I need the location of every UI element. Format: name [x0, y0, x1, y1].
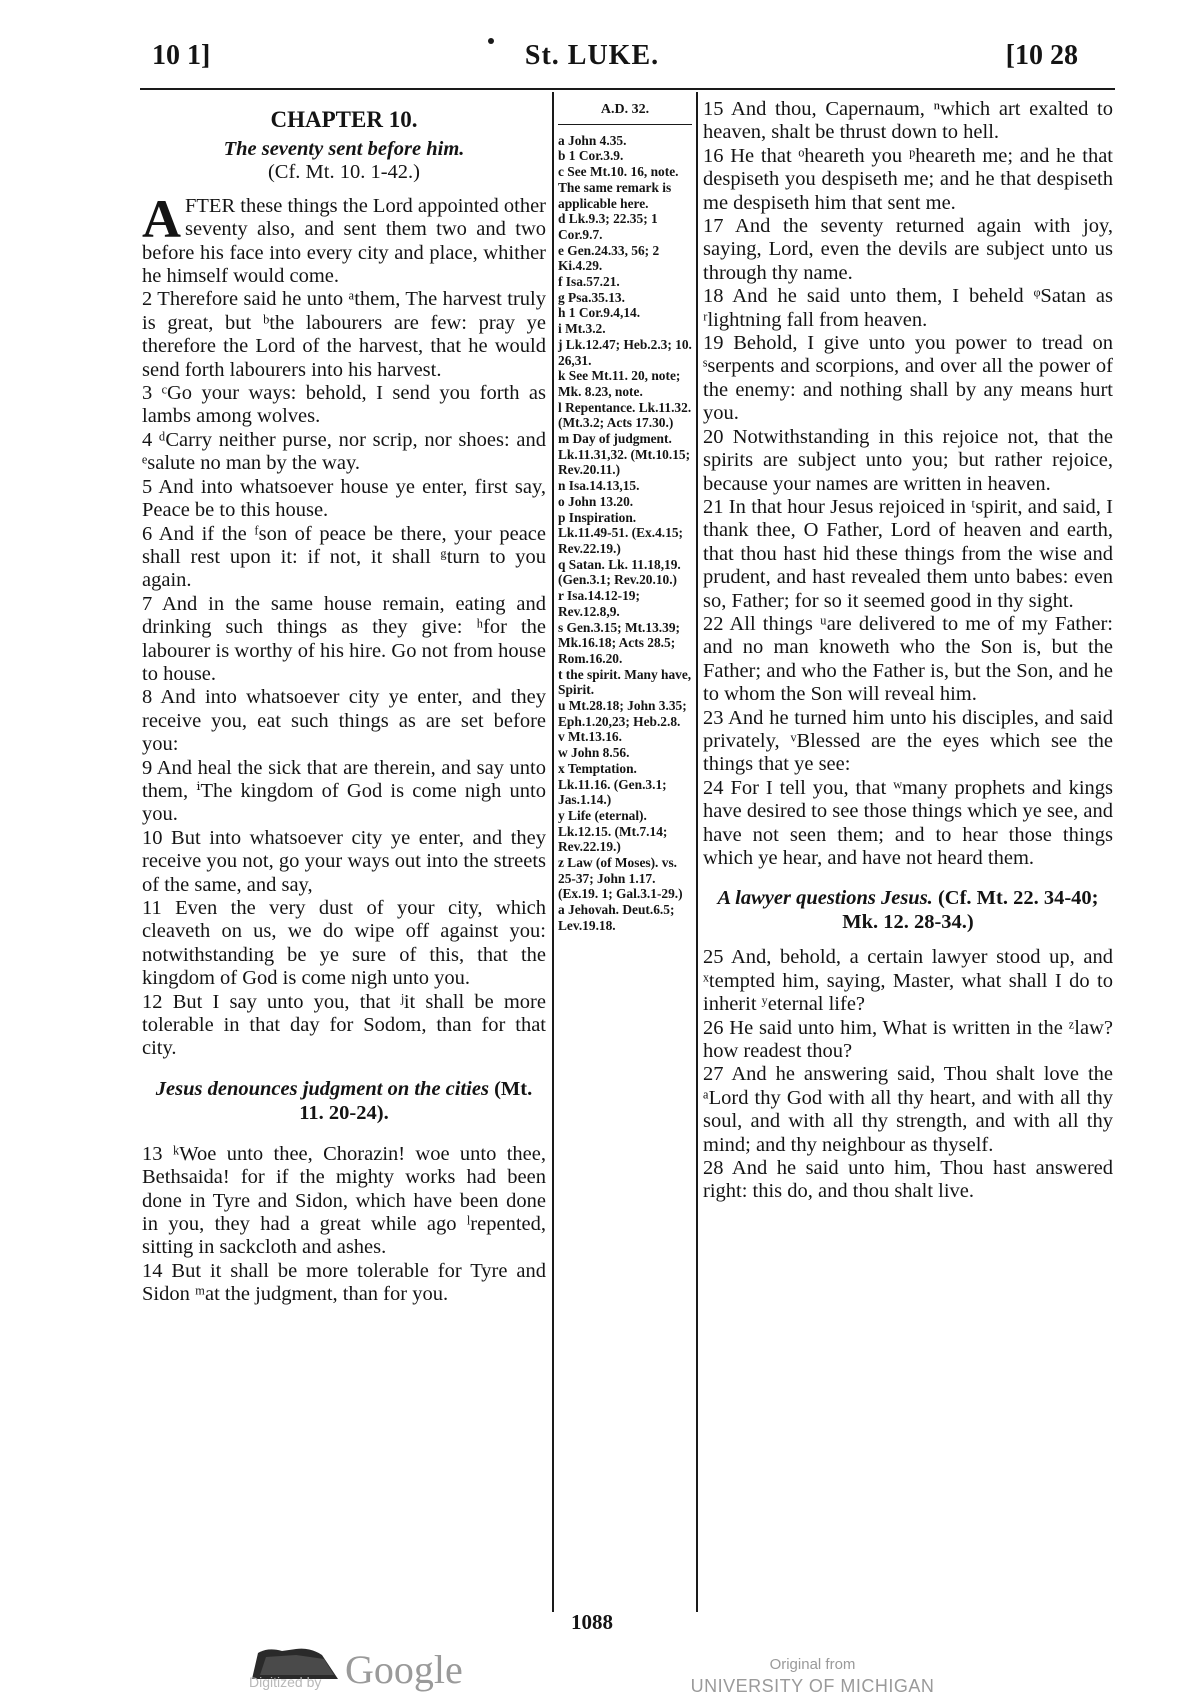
ref-i: i Mt.3.2.: [558, 321, 606, 337]
verse-27: 27 And he answering said, Thou shalt love the ᵃLord thy God with all thy heart, and with all thy soul, and with all thy strength, and with all thy mind; and thy neighbour as thyself.: [703, 1063, 1113, 1156]
column-divider-right: [696, 92, 698, 1612]
ref-s: s Gen.3.15; Mt.13.39; Mk.16.18; Acts 28.5; Rom.16.20.: [558, 619, 680, 666]
ref-y: y Life (eternal). Lk.12.15. (Mt.7.14; Rev.22.19.): [558, 807, 668, 855]
chapter-title: CHAPTER 10.: [270, 107, 418, 132]
ref-j: j Lk.12.47; Heb.2.3; 10. 26,31.: [558, 336, 692, 368]
verse-3: 3 ᶜGo your ways: behold, I send you forth as lambs among wolves.: [142, 382, 546, 428]
verse-12: 12 But I say unto you, that ʲit shall be more tolerable in that day for Sodom, than for that city.: [142, 990, 546, 1060]
section-ref-seventy: (Cf. Mt. 10. 1-42.): [267, 161, 421, 184]
ref-p: p Inspiration. Lk.11.49-51. (Ex.4.15; Rev.22.19.): [558, 509, 683, 556]
ref-x: x Temptation. Lk.11.16. (Gen.3.1; Jas.1.14.): [558, 760, 667, 808]
verse-22: 22 All things ᵘare delivered to me of my Father: and no man knoweth who the Son is, but the Father; and who the Father is, but the Son, and he to whom the Son will reveal him.: [703, 612, 1113, 706]
year-label: A.D. 32.: [558, 102, 692, 125]
header-left-ref: 10 1]: [152, 40, 211, 71]
ink-dot: [488, 38, 494, 44]
reference-column: [558, 98, 692, 934]
university-label: UNIVERSITY OF MICHIGAN: [690, 1676, 935, 1696]
verse-8: 8 And into whatsoever city ye enter, and they receive you, eat such things as are set before you:: [142, 686, 546, 756]
section-heading-lawyer: A lawyer questions Jesus. (Cf. Mt. 22. 34-40; Mk. 12. 28-34.): [717, 887, 1099, 934]
ref-r: r Isa.14.12-19; Rev.12.8,9.: [558, 588, 640, 619]
verse-16: 16 He that ᵒheareth you ᵖheareth me; and he that despiseth you despiseth me; and he that despiseth me despiseth him that sent me.: [703, 144, 1113, 214]
verse-1: AFTER these things the Lord appointed other seventy also, and sent them two and two before his face into every city and place, whither he himself would come.: [142, 188, 546, 288]
ref-n: n Isa.14.13,15.: [558, 478, 640, 494]
ref-w: w John 8.56.: [558, 745, 630, 761]
header-right-ref: [10 28: [1005, 40, 1078, 71]
verse-23: 23 And he turned him unto his disciples, and said privately, ᵛBlessed are the eyes which see the things that ye see:: [703, 706, 1113, 776]
verse-10: 10 But into whatsoever city ye enter, and they receive you not, go your ways out into the streets of the same, and say,: [142, 826, 546, 896]
verse-21: 21 In that hour Jesus rejoiced in ᵗspirit, and said, I thank thee, O Father, Lord of heaven and earth, that thou hast hid these things from the wise and prudent, and hast revealed them unto babes: even so, Father; for so it seemed good in thy sight.: [703, 495, 1113, 612]
verse-24: 24 For I tell you, that ʷmany prophets and kings have desired to see those things which ye see, and have not seen them; and to hear those things which ye hear, and have not heard them.: [703, 776, 1113, 869]
ref-t: t the spirit. Many have, Spirit.: [558, 666, 692, 698]
header-rule: [140, 88, 1115, 90]
verse-2: 2 Therefore said he unto ᵃthem, The harvest truly is great, but ᵇthe labourers are few: pray ye therefore the Lord of the harvest, that he would send forth labourers into his harvest.: [142, 288, 546, 381]
right-column: [703, 98, 1113, 1204]
ref-o: o John 13.20.: [558, 493, 634, 509]
column-divider-left: [552, 92, 554, 1612]
dropcap: A: [142, 188, 181, 249]
verse-25: 25 And, behold, a certain lawyer stood up, and ˣtempted him, saying, Master, what shall I do to inherit ʸeternal life?: [703, 946, 1113, 1016]
verse-20: 20 Notwithstanding in this rejoice not, that the spirits are subject unto you; but rather rejoice, because your names are written in heaven.: [703, 425, 1113, 495]
ref-z: z Law (of Moses). vs. 25-37; John 1.17. (Ex.19. 1; Gal.3.1-29.): [558, 855, 683, 902]
verse-28: 28 And he said unto him, Thou hast answered right: this do, and thou shalt live.: [703, 1157, 1113, 1203]
ref-l: l Repentance. Lk.11.32. (Mt.3.2; Acts 17.30.): [558, 399, 692, 431]
section-heading-seventy: The seventy sent before him.: [223, 138, 465, 161]
ref-k: k See Mt.11. 20, note; Mk. 8.23, note.: [558, 368, 681, 399]
header-book-title: St. LUKE.: [524, 40, 660, 71]
ref-a2: a Jehovah. Deut.6.5; Lev.19.18.: [558, 902, 675, 933]
verse-19: 19 Behold, I give unto you power to tread on ˢserpents and scorpions, and over all the power of the enemy: and nothing shall by any means hurt you.: [703, 332, 1113, 425]
verse-17: 17 And the seventy returned again with joy, saying, Lord, even the devils are subject unto us through thy name.: [703, 215, 1113, 284]
ref-a: a John 4.35.: [558, 132, 627, 148]
ref-v: v Mt.13.16.: [558, 729, 622, 745]
ref-e: e Gen.24.33, 56; 2 Ki.4.29.: [558, 242, 660, 274]
verse-9: 9 And heal the sick that are therein, and say unto them, ⁱThe kingdom of God is come nigh unto you.: [142, 756, 546, 826]
verse-18: 18 And he said unto them, I beheld ᵠSatan as ʳlightning fall from heaven.: [703, 285, 1113, 331]
verse-26: 26 He said unto him, What is written in the ᶻlaw? how readest thou?: [703, 1016, 1113, 1063]
ref-u: u Mt.28.18; John 3.35; Eph.1.20,23; Heb.2.8.: [558, 698, 687, 729]
page-number: 1088: [571, 1610, 613, 1634]
ref-h: h 1 Cor.9.4,14.: [558, 305, 641, 321]
original-from-label: Original from: [769, 1656, 856, 1673]
verse-7: 7 And in the same house remain, eating and drinking such things as they give: ʰfor the labourer is worthy of his hire. Go not from house to house.: [142, 592, 546, 685]
verse-14: 14 But it shall be more tolerable for Tyre and Sidon ᵐat the judgment, than for you.: [142, 1259, 546, 1306]
ref-b: b 1 Cor.3.9.: [558, 148, 624, 164]
verse-11: 11 Even the very dust of your city, which cleaveth on us, we do wipe off against you: notwithstanding be ye sure of this, that the kingdom of God is come nigh unto you.: [142, 897, 546, 990]
ref-f: f Isa.57.21.: [558, 274, 620, 290]
google-logo-text: Google: [345, 1647, 463, 1692]
ref-m: m Day of judgment. Lk.11.31,32. (Mt.10.15; Rev.20.11.): [558, 431, 691, 478]
ref-d: d Lk.9.3; 22.35; 1 Cor.9.7.: [558, 211, 658, 242]
verse-13: 13 ᵏWoe unto thee, Chorazin! woe unto thee, Bethsaida! for if the mighty works had been done in Tyre and Sidon, which have been done in you, they had a great while ago ˡrepented, sitting in sackcloth and ashes.: [142, 1142, 546, 1259]
left-column: [142, 98, 546, 1307]
section-heading-judgment: Jesus denounces judgment on the cities (Mt. 11. 20-24).: [155, 1077, 533, 1124]
verse-5: 5 And into whatsoever house ye enter, first say, Peace be to this house.: [142, 475, 546, 522]
verse-15: 15 And thou, Capernaum, ⁿwhich art exalted to heaven, shalt be thrust down to hell.: [703, 98, 1113, 144]
verse-6: 6 And if the ᶠson of peace be there, your peace shall rest upon it: if not, it shall ᵍturn to you again.: [142, 522, 546, 592]
ref-g: g Psa.35.13.: [558, 289, 625, 305]
ref-q: q Satan. Lk. 11.18,19. (Gen.3.1; Rev.20.10.): [558, 556, 681, 588]
ref-c: c See Mt.10. 16, note. The same remark is applicable here.: [558, 164, 679, 211]
digitized-by-label: Digitized by: [249, 1674, 322, 1690]
verse-4: 4 ᵈCarry neither purse, nor scrip, nor shoes: and ᵉsalute no man by the way.: [142, 428, 546, 475]
